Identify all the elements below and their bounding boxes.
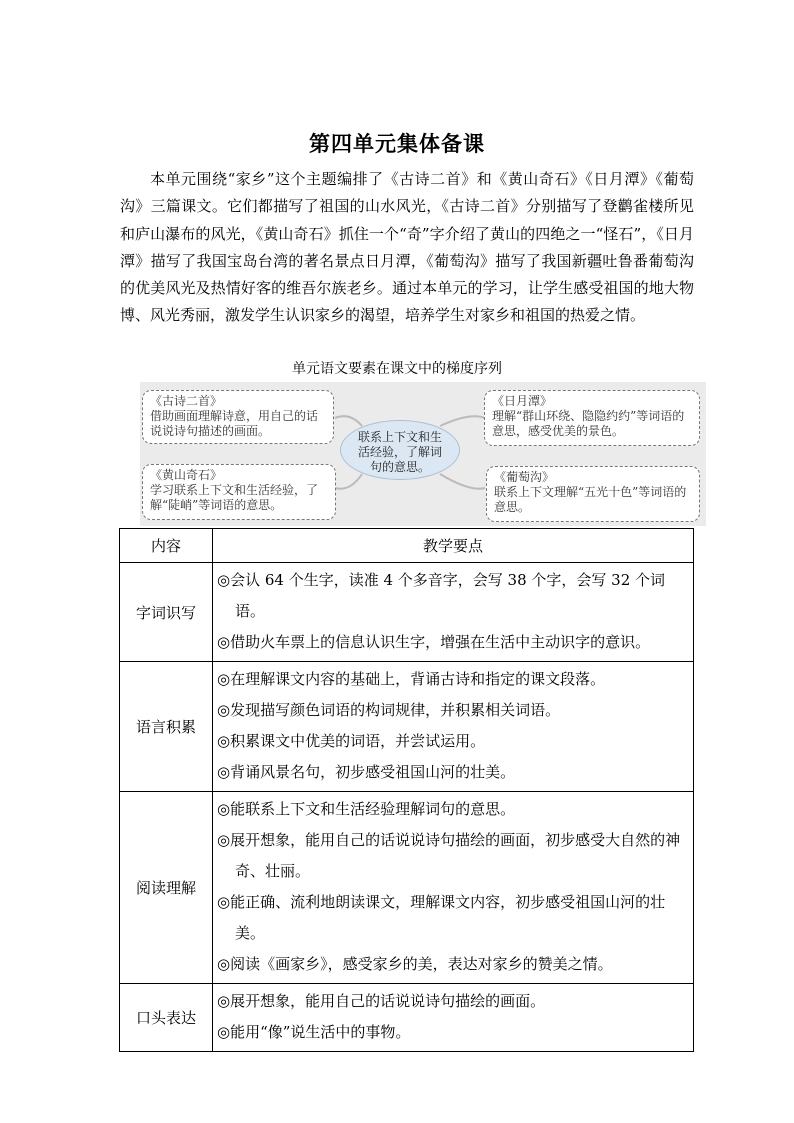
node-title: 《古诗二首》 — [150, 394, 223, 408]
connector-bottom-right — [440, 474, 485, 489]
list-item: ◎借助火车票上的信息认识生字，增强在生活中主动识字的意识。 — [217, 633, 651, 651]
table-row — [120, 662, 694, 792]
connector-bottom-left — [335, 474, 362, 489]
row-items — [213, 563, 694, 662]
node-title: 《黄山奇石》 — [150, 468, 223, 482]
list-item: ◎发现描写颜色词语的构词规律，并积累相关词语。 — [217, 701, 561, 719]
list-item: ◎背诵风景名句，初步感受祖国山河的壮美。 — [217, 763, 516, 781]
list-item: ◎会认 64 个生字，读准 4 个多音字，会写 38 个字，会写 32 个词语。 — [217, 571, 666, 620]
concept-map — [140, 382, 706, 526]
list-item: ◎在理解课文内容的基础上，背诵古诗和指定的课文段落。 — [217, 670, 606, 688]
connector-top-right — [440, 416, 485, 426]
table-row — [120, 792, 694, 984]
row-items — [213, 662, 694, 792]
row-category: 字词识写 — [120, 563, 213, 662]
node-title: 《葡萄沟》 — [494, 470, 555, 484]
node-gushi — [142, 390, 334, 444]
list-item: ◎展开想象，能用自己的话说说诗句描绘的画面，初步感受大自然的神奇、壮丽。 — [217, 831, 681, 880]
list-item: ◎积累课文中优美的词语，并尝试运用。 — [217, 732, 486, 750]
node-huangshan — [142, 464, 336, 520]
row-category: 阅读理解 — [120, 792, 213, 984]
list-item: ◎能联系上下文和生活经验理解词句的意思。 — [217, 800, 516, 818]
list-item: ◎能正确、流利地朗读课文，理解课文内容，初步感受祖国山河的壮美。 — [217, 893, 666, 942]
row-category: 语言积累 — [120, 662, 213, 792]
list-item: ◎阅读《画家乡》，感受家乡的美，表达对家乡的赞美之情。 — [217, 955, 613, 973]
row-items — [213, 792, 694, 984]
node-text: 学习联系上下文和生活经验，了解“陡峭”等词语的意思。 — [150, 483, 319, 512]
node-text: 借助画面理解诗意，用自己的话说说诗句描述的画面。 — [150, 409, 319, 438]
connector-top-left — [335, 416, 362, 426]
node-title: 《日月潭》 — [492, 394, 553, 408]
node-text: 理解“群山环绕、隐隐约约”等词语的意思，感受优美的景色。 — [492, 409, 685, 438]
table-header-row — [120, 529, 694, 563]
table-row — [120, 563, 694, 662]
node-putaogou — [486, 466, 700, 522]
diagram-title: 单元语文要素在课文中的梯度序列 — [292, 361, 502, 377]
center-concept: 联系上下文和生活经验，了解词句的意思。 — [340, 420, 460, 480]
node-text: 联系上下文理解“五光十色”等词语的意思。 — [494, 485, 687, 514]
row-items — [213, 984, 694, 1052]
intro-paragraph: 本单元围绕“家乡”这个主题编排了《古诗二首》和《黄山奇石》《日月潭》《葡萄沟》三篇课文。它们都描写了祖国的山水风光，《古诗二首》分别描写了登鹳雀楼所见和庐山瀑布的风光，《黄山奇石》抓住一个“奇”字介绍了黄山的四绝之一“怪石”，《日月潭》描写了我国宝岛台湾的著名景点日月潭，《葡萄沟》描写了我国新疆吐鲁番葡萄沟的优美风光及热情好客的维吾尔族老乡。通过本单元的学习，让学生感受祖国的地大物博、风光秀丽，激发学生认识家乡的渴望，培养学生对家乡和祖国的热爱之情。 — [120, 170, 694, 325]
row-category: 口头表达 — [120, 984, 213, 1052]
header-content: 内容 — [120, 529, 213, 563]
node-riyuetan — [484, 390, 700, 446]
header-teaching-points: 教学要点 — [213, 529, 694, 563]
table-row — [120, 984, 694, 1052]
list-item: ◎能用“像”说生活中的事物。 — [217, 1023, 411, 1041]
teaching-points-table — [119, 528, 694, 1052]
list-item: ◎展开想象，能用自己的话说说诗句描绘的画面。 — [217, 992, 546, 1010]
page-title: 第四单元集体备课 — [309, 131, 485, 156]
